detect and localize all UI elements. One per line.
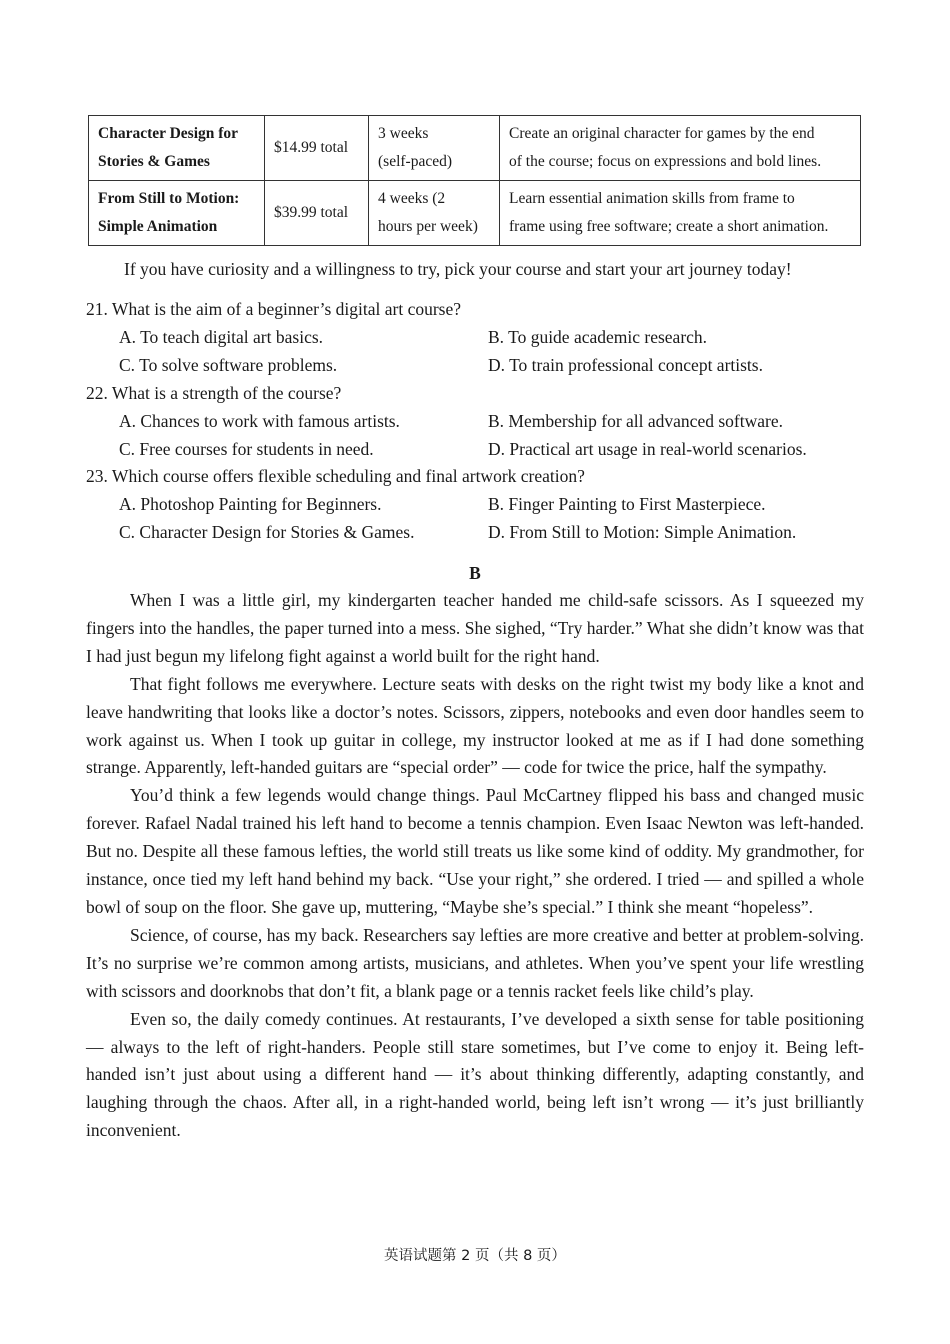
question-21-option-b: B. To guide academic research. [488,327,708,347]
question-22-option-d: D. Practical art usage in real-world scenarios. [488,439,807,459]
question-22-stem: 22. What is a strength of the course? [86,383,342,403]
course-description-line: Learn essential animation skills from frame to [509,190,795,207]
question-23-option-d: D. From Still to Motion: Simple Animation. [488,522,797,542]
section-heading: B [469,563,481,583]
question-21-option-c: C. To solve software problems. [119,355,338,375]
course-name-line: Character Design for [98,125,239,142]
passage-paragraph: Even so, the daily comedy continues. At restaurants, I’ve developed a sixth sense for table positioning — always to the left of right-handers. People still stare sometimes, but I’ve come to enjoy it. Being left-handed isn’t just about using a different hand — it’s about thinking differently, adapting constantly, and laughing through the chaos. After all, in a right-handed world, being left isn’t wrong — it’s just brilliantly inconvenient. [86,1008,864,1141]
question-23-option-b: B. Finger Painting to First Masterpiece. [488,494,766,514]
question-23-stem: 23. Which course offers flexible scheduling and final artwork creation? [86,466,585,486]
course-description-line: Create an original character for games by the end [509,125,815,142]
course-duration-cell [369,181,500,246]
course-description-cell [500,181,861,246]
course-table [88,115,861,246]
question-22-option-a: A. Chances to work with famous artists. [119,411,400,431]
question-22-option-c: C. Free courses for students in need. [119,439,374,459]
course-name-cell [89,116,265,181]
question-23-option-a: A. Photoshop Painting for Beginners. [119,494,382,514]
page-footer: 英语试题第 2 页（共 8 页） [384,1248,566,1264]
question-21-option-a: A. To teach digital art basics. [119,327,324,347]
passage-paragraph: That fight follows me everywhere. Lecture seats with desks on the right twist my body like a knot and leave handwriting that looks like a doctor’s notes. Scissors, zippers, notebooks and even door handles seem to work against us. When I took up guitar in college, my instructor looked at me as if I had done something strange. Apparently, left-handed guitars are “special order” — code for twice the price, half the sympathy. [86,673,864,778]
question-23-option-c: C. Character Design for Stories & Games. [119,522,415,542]
question-22-option-b: B. Membership for all advanced software. [488,411,783,431]
closing-sentence: If you have curiosity and a willingness to try, pick your course and start your art journey today! [124,259,792,279]
course-price-cell: $14.99 total [265,116,369,181]
question-21-option-d: D. To train professional concept artists. [488,355,763,375]
passage-paragraph: Science, of course, has my back. Researchers say lefties are more creative and better at problem-solving. It’s no surprise we’re common among artists, musicians, and athletes. When you’ve spent your life wrestling with scissors and doorknobs that don’t fit, a blank page or a tennis racket feels like child’s play. [86,924,864,1001]
course-name-line: From Still to Motion: [98,190,240,207]
question-21-stem: 21. What is the aim of a beginner’s digital art course? [86,299,462,319]
table-row [89,181,861,246]
table-row [89,116,861,181]
reading-passage [86,587,864,1145]
course-description-line: of the course; focus on expressions and bold lines. [509,153,822,170]
course-duration-line: hours per week) [378,218,478,235]
passage-paragraph: When I was a little girl, my kindergarten teacher handed me child-safe scissors. As I squeezed my fingers into the handles, the paper turned into a mess. She sighed, “Try harder.” What she didn’t know was that I had just begun my lifelong fight against a world built for the right hand. [86,590,864,666]
passage-paragraph: You’d think a few legends would change things. Paul McCartney flipped his bass and changed music forever. Rafael Nadal trained his left hand to become a tennis champion. Even Isaac Newton was left-handed. But no. Despite all these famous lefties, the world still treats us like some kind of oddity. My grandmother, for instance, once tied my left hand behind my back. “Use your right,” she ordered. I tried — and spilled a whole bowl of soup on the floor. She gave up, muttering, “Maybe she’s special.” I think she meant “hopeless”. [86,785,864,917]
course-price-cell: $39.99 total [265,181,369,246]
course-description-cell [500,116,861,181]
course-duration-line: 3 weeks [378,125,429,142]
course-duration-line: 4 weeks (2 [378,190,446,207]
course-description-line: frame using free software; create a short animation. [509,218,829,235]
course-duration-cell [369,116,500,181]
course-duration-line: (self-paced) [378,153,453,170]
course-name-line: Simple Animation [98,218,218,235]
course-name-cell [89,181,265,246]
course-name-line: Stories & Games [98,153,210,170]
